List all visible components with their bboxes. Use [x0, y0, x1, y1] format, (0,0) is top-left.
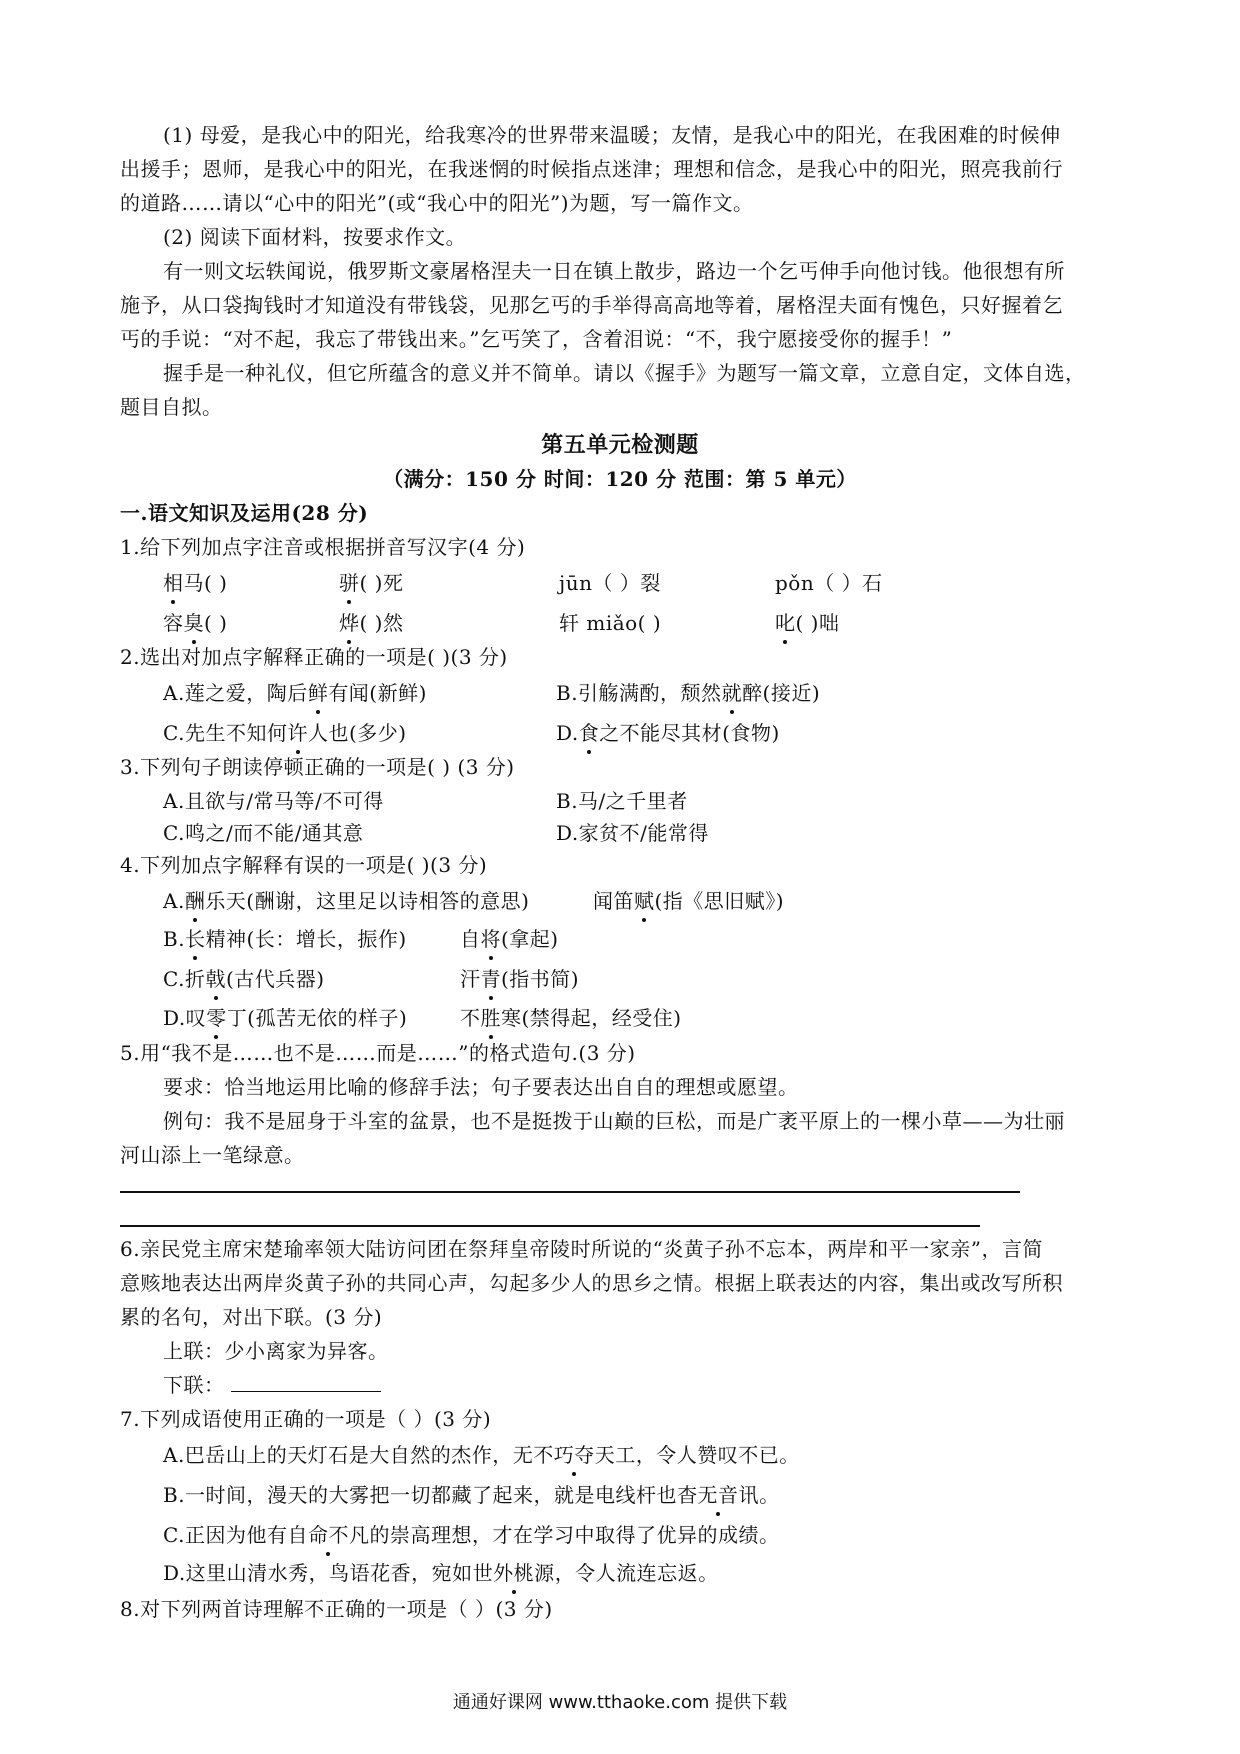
- essay-p3-line1: 有一则文坛轶闻说，俄罗斯文豪屠格涅夫一日在镇上散步，路边一个乞丐伸手向他讨钱。他很想有所: [163, 259, 1065, 283]
- q1-stem: 1.给下列加点字注音或根据拼音写汉字(4 分): [120, 535, 526, 559]
- q1-r2-item1: 容臭( ): [163, 606, 227, 640]
- q6-upper-couplet: 上联：少小离家为异客。: [163, 1339, 389, 1363]
- q6-line1: 6.亲民党主席宋楚瑜率领大陆访问团在祭拜皇帝陵时所说的“炎黄子孙不忘本，两岸和平一家亲”，言简: [120, 1237, 1044, 1261]
- unit-subtitle: （满分：150 分 时间：120 分 范围：第 5 单元）: [383, 467, 857, 491]
- essay-p1-line1: (1) 母爱，是我心中的阳光，给我寒冷的世界带来温暖；友情，是我心中的阳光，在我困难的时候伸: [163, 123, 1061, 147]
- essay-p2: (2) 阅读下面材料，按要求作文。: [163, 225, 467, 249]
- q2-option-b: B.引觞满酌，颓然就醉(接近): [556, 676, 820, 710]
- q1-r1-item3: jūn（ ）裂: [559, 571, 661, 595]
- q3-option-a: A.且欲与/常马等/不可得: [163, 789, 384, 813]
- q3-option-b: B.马/之千里者: [556, 789, 688, 813]
- page-footer[interactable]: 通通好课网 www.tthaoke.com 提供下载: [452, 1692, 788, 1713]
- essay-p4-line1: 握手是一种礼仪，但它所蕴含的意义并不简单。请以《握手》为题写一篇文章，立意自定，文体自选，: [163, 361, 1086, 385]
- q7-option-b: B.一时间，漫天的大雾把一切都藏了起来，就是电线杆也杳无音讯。: [163, 1478, 1130, 1512]
- essay-p3-line2: 施予，从口袋掏钱时才知道没有带钱袋，见那乞丐的手举得高高地等着，屠格涅夫面有愧色，只好握着乞: [120, 293, 1063, 317]
- q5-requirement: 要求：恰当地运用比喻的修辞手法；句子要表达出自自的理想或愿望。: [163, 1075, 799, 1099]
- q4-option-c2: 汗青(指书简): [460, 962, 579, 996]
- q7-stem: 7.下列成语使用正确的一项是（ ）(3 分): [120, 1407, 492, 1431]
- q6-line3: 累的名句，对出下联。(3 分): [120, 1305, 383, 1329]
- q2-stem: 2.选出对加点字解释正确的一项是( )(3 分): [120, 645, 508, 669]
- q1-r1-item2: 骈( )死: [339, 566, 403, 600]
- q5-stem: 5.用“我不是……也不是……而是……”的格式造句.(3 分): [120, 1041, 636, 1065]
- q1-r2-item2: 烨( )然: [339, 606, 403, 640]
- q5-answer-line-2[interactable]: [120, 1225, 980, 1227]
- q5-answer-line-1[interactable]: [120, 1191, 1020, 1193]
- q4-stem: 4.下列加点字解释有误的一项是( )(3 分): [120, 853, 488, 877]
- q4-option-a1: A.酬乐天(酬谢，这里足以诗相答的意思): [163, 884, 529, 918]
- q4-option-d2: 不胜寒(禁得起，经受住): [460, 1001, 682, 1035]
- q5-example-line2: 河山添上一笔绿意。: [120, 1143, 305, 1167]
- essay-p3-line3: 丐的手说：“对不起，我忘了带钱出来。”乞丐笑了，含着泪说：“不，我宁愿接受你的握手！”: [120, 327, 953, 351]
- q5-example-line1: 例句：我不是屈身于斗室的盆景，也不是挺拨于山巅的巨松，而是广袤平原上的一棵小草——为壮丽: [163, 1109, 1065, 1133]
- q7-option-d: D.这里山清水秀，鸟语花香，宛如世外桃源，令人流连忘返。: [163, 1556, 1130, 1590]
- q8-stem: 8.对下列两首诗理解不正确的一项是（ ）(3 分): [120, 1597, 553, 1621]
- q6-line2: 意赅地表达出两岸炎黄子孙的共同心声，勾起多少人的思乡之情。根据上联表达的内容，集出或改写所积: [120, 1271, 1063, 1295]
- q1-r1-item4: pǒn（ ）石: [775, 571, 883, 595]
- q4-option-d1: D.叹零丁(孤苦无依的样子): [163, 1001, 407, 1035]
- section1-heading: 一.语文知识及运用(28 分): [120, 501, 369, 525]
- q3-stem: 3.下列句子朗读停顿正确的一项是( ) (3 分): [120, 755, 515, 779]
- q6-answer-blank[interactable]: [231, 1371, 381, 1392]
- q4-option-b2: 自将(拿起): [460, 922, 559, 956]
- q1-r1-item1: 相马( ): [163, 566, 227, 600]
- q7-option-a: A.巴岳山上的天灯石是大自然的杰作，无不巧夺天工，令人赞叹不已。: [163, 1438, 1130, 1472]
- essay-p4-line2: 题目自拟。: [120, 395, 223, 419]
- essay-p1-line2: 出援手；恩师，是我心中的阳光，在我迷惘的时候指点迷津；理想和信念，是我心中的阳光，照亮我前行: [120, 157, 1063, 181]
- q3-option-c: C.鸣之/而不能/通其意: [163, 821, 364, 845]
- q2-option-c: C.先生不知何许人也(多少): [163, 716, 407, 750]
- q7-option-c: C.正因为他有自命不凡的崇高理想，才在学习中取得了优异的成绩。: [163, 1518, 1130, 1552]
- q1-r2-item4: 叱( )咄: [775, 606, 839, 640]
- q2-option-d: D.食之不能尽其材(食物): [556, 716, 780, 750]
- q6-lower-couplet: [163, 1368, 1130, 1402]
- q4-option-a2: 闻笛赋(指《思旧赋》): [593, 884, 784, 918]
- essay-p1-line3: 的道路……请以“心中的阳光”(或“我心中的阳光”)为题，写一篇作文。: [120, 191, 754, 215]
- q2-option-a: A.莲之爱，陶后鲜有闻(新鲜): [163, 676, 427, 710]
- q1-r2-item3: 轩 miǎo( ): [559, 611, 662, 635]
- q6-lower-label: 下联：: [163, 1373, 225, 1397]
- q4-option-c1: C.折戟(古代兵器): [163, 962, 325, 996]
- unit-title: 第五单元检测题: [541, 432, 699, 458]
- q3-option-d: D.家贫不/能常得: [556, 821, 709, 845]
- q4-option-b1: B.长精神(长：增长，振作): [163, 922, 407, 956]
